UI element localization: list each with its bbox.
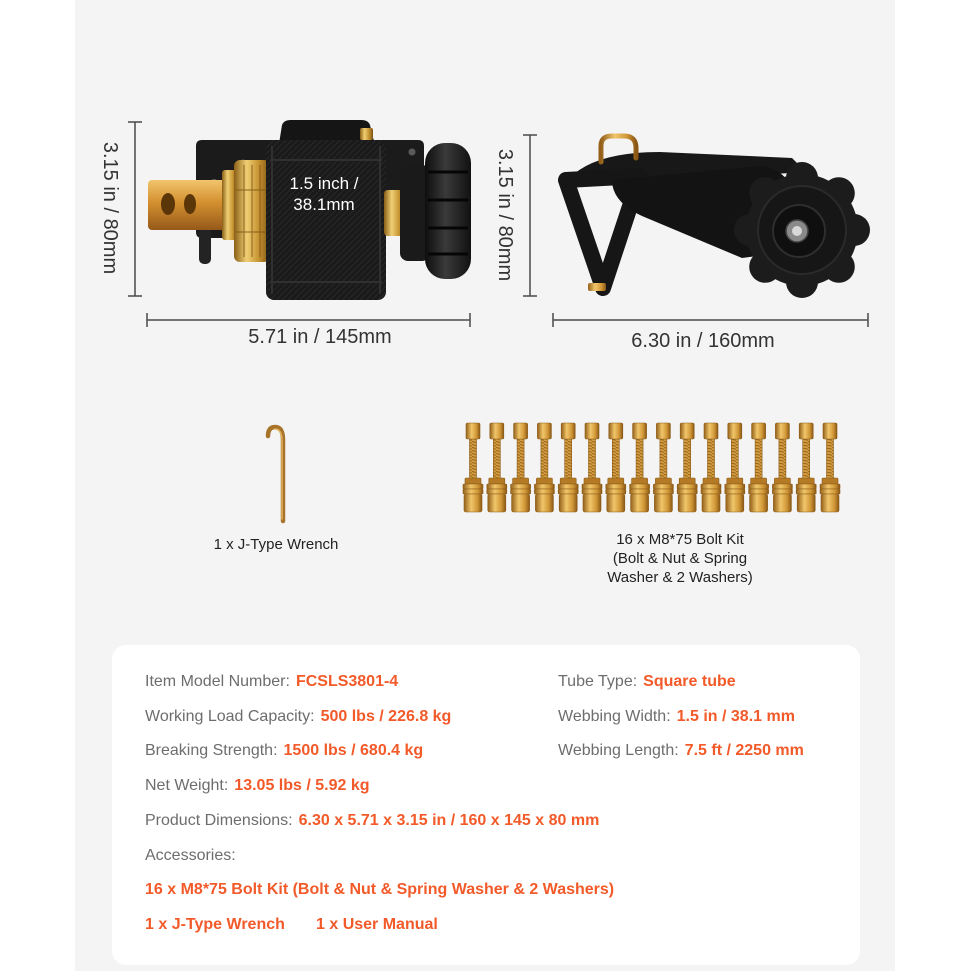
bolt-flat-washer <box>749 489 769 494</box>
bolt-nut <box>466 423 480 439</box>
side-width-label: 6.30 in / 160mm <box>631 330 775 352</box>
spec-accessories-label: Accessories: <box>145 847 236 864</box>
bolt-flat-washer <box>511 489 531 494</box>
bolt-flat-washer <box>796 489 816 494</box>
bolt-nut <box>537 423 551 439</box>
front-width-label: 5.71 in / 145mm <box>248 326 392 348</box>
bolt-nut <box>752 423 766 439</box>
bolt-head <box>773 494 791 512</box>
bolt-spring-washer <box>751 478 767 484</box>
spec-breaking-strength <box>145 741 423 761</box>
spec-label: Working Load Capacity: <box>145 708 315 725</box>
spec-item-model-number <box>145 672 398 692</box>
bolt-flat-washer <box>725 484 745 489</box>
bolt-kit-caption-line: 16 x M8*75 Bolt Kit <box>616 531 744 548</box>
bolt <box>511 423 531 512</box>
bolt <box>820 423 840 512</box>
bolt <box>749 423 769 512</box>
bolt-flat-washer <box>487 484 507 489</box>
bolt-flat-washer <box>796 484 816 489</box>
bolt <box>677 423 697 512</box>
axle-bolt-center <box>792 226 802 236</box>
bolt-flat-washer <box>630 489 650 494</box>
strap-clip <box>588 283 606 291</box>
spec-value: 7.5 ft / 2250 mm <box>684 742 804 759</box>
bolt-nut <box>585 423 599 439</box>
bolt-flat-washer <box>677 489 697 494</box>
spec-net-weight <box>145 776 370 796</box>
j-type-wrench <box>268 427 283 521</box>
bolt-kit-caption-line: Washer & 2 Washers) <box>607 569 753 586</box>
spec-label: Product Dimensions: <box>145 812 293 829</box>
bolt-head <box>678 494 696 512</box>
bolt-kit <box>463 423 840 512</box>
bolt-flat-washer <box>558 484 578 489</box>
spec-label: Item Model Number: <box>145 673 290 690</box>
bolt <box>653 423 673 512</box>
bolt-head <box>583 494 601 512</box>
spec-value: Square tube <box>643 673 736 690</box>
bolt <box>558 423 578 512</box>
bolt-flat-washer <box>820 484 840 489</box>
bolt-spring-washer <box>584 478 600 484</box>
bolt-flat-washer <box>701 484 721 489</box>
bolt-spring-washer <box>798 478 814 484</box>
bolt-flat-washer <box>630 484 650 489</box>
bolt-kit-caption <box>580 530 780 587</box>
spec-label: Webbing Width: <box>558 708 671 725</box>
lock-pin <box>199 228 211 264</box>
bolt <box>487 423 507 512</box>
bolt-head <box>512 494 530 512</box>
bolt <box>582 423 602 512</box>
bolt <box>725 423 745 512</box>
bolt <box>534 423 554 512</box>
bolt-flat-washer <box>558 489 578 494</box>
spec-label: Webbing Length: <box>558 742 679 759</box>
bolt <box>701 423 721 512</box>
bolt-flat-washer <box>487 489 507 494</box>
bolt-flat-washer <box>463 484 483 489</box>
bolt-flat-washer <box>772 484 792 489</box>
bolt-head <box>559 494 577 512</box>
bolt-flat-washer <box>725 489 745 494</box>
bolt-nut <box>514 423 528 439</box>
bolt-spring-washer <box>655 478 671 484</box>
bolt-head <box>750 494 768 512</box>
spec-label: Tube Type: <box>558 673 638 690</box>
bolt <box>463 423 483 512</box>
bolt-nut <box>680 423 694 439</box>
strap-width-label <box>269 173 379 215</box>
bolt-head <box>607 494 625 512</box>
strap-spool <box>266 140 386 300</box>
bolt-flat-washer <box>606 489 626 494</box>
bolt-spring-washer <box>632 478 648 484</box>
bolt-spring-washer <box>536 478 552 484</box>
plate-hole <box>409 149 416 156</box>
side-height-dimension-line <box>523 135 537 296</box>
bolt-spring-washer <box>679 478 695 484</box>
bolt-head <box>726 494 744 512</box>
bolt-head <box>702 494 720 512</box>
accessory-item-user-manual: 1 x User Manual <box>316 916 438 933</box>
bolt-head <box>654 494 672 512</box>
front-height-label: 3.15 in / 80mm <box>99 141 121 275</box>
spec-tube-type <box>558 672 736 692</box>
bolt-nut <box>775 423 789 439</box>
bolt-flat-washer <box>534 484 554 489</box>
bolt-spring-washer <box>822 478 838 484</box>
front-height-dimension-line <box>128 122 142 296</box>
bolt-flat-washer <box>653 489 673 494</box>
bolt-head <box>797 494 815 512</box>
bolt-head <box>488 494 506 512</box>
bolt-spring-washer <box>774 478 790 484</box>
bolt-spring-washer <box>727 478 743 484</box>
spec-product-dimensions <box>145 811 599 831</box>
bolt-flat-washer <box>820 489 840 494</box>
side-height-label: 3.15 in / 80mm <box>494 148 516 282</box>
bolt <box>772 423 792 512</box>
bolt-spring-washer <box>608 478 624 484</box>
accessory-item-wrench: 1 x J-Type Wrench <box>145 916 285 933</box>
bolt-nut <box>656 423 670 439</box>
bolt-flat-washer <box>606 484 626 489</box>
bolt-flat-washer <box>511 484 531 489</box>
bolt <box>606 423 626 512</box>
spec-webbing-width <box>558 707 795 727</box>
bolt-nut <box>704 423 718 439</box>
bolt-head <box>631 494 649 512</box>
spec-value: FCSLS3801-4 <box>295 673 399 690</box>
bolt-nut <box>609 423 623 439</box>
bolt-nut <box>490 423 504 439</box>
bolt-head <box>535 494 553 512</box>
bolt-kit-caption-line: (Bolt & Nut & Spring <box>612 550 748 567</box>
bolt-flat-washer <box>701 489 721 494</box>
bolt-spring-washer <box>513 478 529 484</box>
accessory-item-bolt-kit: 16 x M8*75 Bolt Kit (Bolt & Nut & Spring Washer & 2 Washers) <box>145 881 615 898</box>
spec-value: 1500 lbs / 680.4 kg <box>283 742 424 759</box>
spec-webbing-length <box>558 741 804 761</box>
bolt-flat-washer <box>582 489 602 494</box>
bolt-nut <box>823 423 837 439</box>
side-width-dimension-line <box>553 313 868 327</box>
shaft-hole <box>161 193 175 215</box>
spec-label: Breaking Strength: <box>145 742 278 759</box>
bolt-nut <box>799 423 813 439</box>
bolt <box>630 423 650 512</box>
strap-width-label-line: 38.1mm <box>293 195 355 214</box>
bolt-nut <box>728 423 742 439</box>
tension-knob <box>425 143 471 279</box>
bolt-flat-washer <box>772 489 792 494</box>
spec-value: 6.30 x 5.71 x 3.15 in / 160 x 145 x 80 mm <box>298 812 600 829</box>
bolt-nut <box>561 423 575 439</box>
strap-buckle <box>360 128 373 140</box>
side-view-winch <box>566 136 870 298</box>
strap-width-label-line: 1.5 inch / <box>289 174 359 193</box>
spec-value: 13.05 lbs / 5.92 kg <box>234 777 370 794</box>
wrench-caption: 1 x J-Type Wrench <box>213 536 339 553</box>
bolt-flat-washer <box>677 484 697 489</box>
bolt-flat-washer <box>749 484 769 489</box>
shaft-hole <box>184 194 196 214</box>
spec-working-load-capacity <box>145 707 451 727</box>
bolt-flat-washer <box>534 489 554 494</box>
bolt-spring-washer <box>560 478 576 484</box>
bolt-spring-washer <box>703 478 719 484</box>
spec-label: Net Weight: <box>145 777 229 794</box>
spec-value: 1.5 in / 38.1 mm <box>676 708 795 725</box>
spec-card <box>112 645 860 965</box>
bolt-nut <box>633 423 647 439</box>
bolt-head <box>464 494 482 512</box>
bolt-flat-washer <box>653 484 673 489</box>
bolt-flat-washer <box>463 489 483 494</box>
bolt <box>796 423 816 512</box>
bolt-head <box>821 494 839 512</box>
bolt-spring-washer <box>465 478 481 484</box>
bolt-spring-washer <box>489 478 505 484</box>
bolt-flat-washer <box>582 484 602 489</box>
spec-value: 500 lbs / 226.8 kg <box>320 708 452 725</box>
